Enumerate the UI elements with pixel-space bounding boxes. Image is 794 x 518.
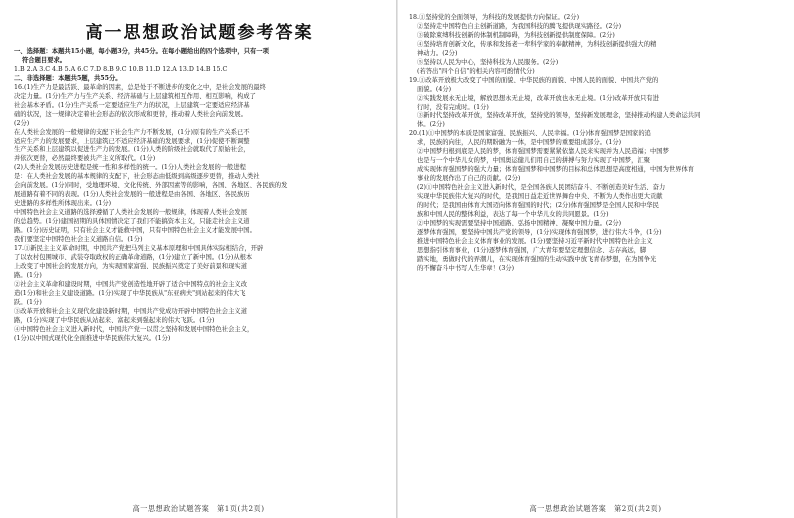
answer-text-line: 决定力量。(1分)生产力与生产关系、经济基础与上层建筑相互作用、相互影响，构成了 (14, 92, 256, 100)
answer-text-line: ②社会主义革命和建设时期，中国共产党创造性地开辟了适合中国特点的社会主义改 (14, 280, 247, 288)
right-page-footer: 高一思想政治试题答案 第2页(共2页) (529, 504, 662, 513)
answer-text-line: 体。(2分) (417, 121, 445, 129)
answer-text-line: 也是与一个中华儿女的梦，中国奥运健儿们用自己的拼搏与努力实现了中国梦，汇聚 (417, 157, 650, 165)
answer-text-line: 路。(1分) (14, 271, 42, 279)
answer-text-line: (若答出"四个自信"的相关内容可酌情代分) (417, 67, 535, 75)
answer-text-line: 路，(1分)实现了中华民族从站起来、富起来到强起来的伟大飞跃。(1分) (14, 316, 215, 324)
answer-text-line: 17.①新民主主义革命时期，中国共产党把马列主义基本原理和中国具体实际相结合，开辟 (14, 244, 264, 252)
answer-text-line: 符合题目要求。 (22, 56, 67, 64)
answer-text-line: 18.①坚持党的全面领导，为科技的发展提供方向保证。(2分) (409, 14, 580, 21)
answer-text-line: 中国特色社会主义道路的选择遵循了人类社会发展的一般规律，体现着人类社会发展 (14, 209, 247, 217)
answer-text-line: 行时，没有完成时。(1分) (417, 103, 489, 111)
answer-text-line: ③破除束缚科技创新的体制机制障碍，为科技创新提供制度保障。(2分) (417, 31, 615, 39)
answer-text-line: (2分) (14, 119, 30, 127)
answer-text-line: 成实现体育强国梦的强大力量；体育强国梦和中国梦的目标和总体思想是高度相通，中国为世界体育 (417, 166, 695, 174)
answer-text-line: 逐梦体育强国，要坚持中国共产党的领导，(1分)实现体育强国梦，进行伟大斗争，(1分) (417, 228, 662, 236)
answer-text-line: 面貌。(4分) (417, 85, 452, 93)
answer-text-line: 的不懈奋斗中书写人生华章！(3分) (417, 264, 515, 272)
answer-text-line: ⑤坚持以人民为中心，坚持科技为人民服务。(2分) (417, 58, 559, 66)
answer-text-line: 路。(1分)历史证明，只有社会主义才能救中国，只有中国特色社会主义才能发展中国。 (14, 227, 256, 235)
answer-text-line: 神动力。(2分) (417, 49, 458, 57)
answer-text-line: 20.(1)①中国梦的本质是国家富强、民族振兴、人民幸福。(1分)体育强国梦是国家的追 (409, 130, 651, 138)
answer-text-line: 生产关系和上层建筑以促进生产力的发展。(1分)人类的阶级社会就取代了原始社会， (14, 146, 250, 154)
answer-text-line: ③改革开放和社会主义现代化建设新时期，中国共产党成功开辟中国特色社会主义道 (14, 307, 247, 315)
right-page-body (409, 14, 780, 274)
right-page (397, 0, 794, 518)
answer-text-line: 一、选择题：本题共15小题，每小题3分，共45分。在每小题给出的四个选项中，只有一项 (14, 48, 269, 55)
left-page-body (14, 48, 385, 343)
answer-text-line: 会向前发展。(1分)同时，受地理环境、文化传统、外部因素等的影响，各国、各地区、各民族的发 (14, 182, 288, 190)
answer-text-line: 础的状况，这一规律决定着社会形态的依次形成和更替，推动着人类社会向前发展。 (14, 110, 247, 118)
answer-text-line: ④坚持培育创新文化，传承和发扬老一辈科学家的奉献精神，为科技创新提供强大的精 (417, 40, 657, 48)
answer-text-line: ④中国特色社会主义进入新时代，中国共产党一以贯之坚持和发展中国特色社会主义， (14, 325, 254, 333)
answer-text-line: 在人类社会发展的一般规律的支配下社会生产力不断发展，(1分)原有的生产关系已不 (14, 128, 250, 136)
answer-text-line: 推进中国特色社会主义体育事业的发展。(1分)要坚持习近平新时代中国特色社会主义 (417, 237, 653, 245)
answer-text-line: 是：在人类社会发展的基本规律的支配下，社会形态由低级到高级逐步更替，推动人类社 (14, 173, 260, 181)
answer-text-line: ②实践发展永无止境，解放思想永无止境，改革开放也永无止境。(1分)改革开放只有进 (417, 94, 659, 102)
answer-text-line: ②坚持走中国特色自主创新道路，为我国科技的腾飞提供现实路径。(2分) (417, 22, 622, 30)
answer-text-line: ②中国梦的实现需要坚持中国道路、弘扬中国精神、凝聚中国力量。(2分) (417, 219, 622, 227)
answer-text-line: 造(1分)和社会主义建设道路。(1分)实现了中华民族从"东亚病夫"到站起来的伟大飞 (14, 289, 246, 297)
answer-text-line: 了以农村包围城市、武装夺取政权的正确革命道路，(1分)建立了新中国。(1分)从根本 (14, 253, 253, 261)
answer-text-line: 的总趋势。(1分)建国初期的具体国情决定了我们不能搞资本主义，只能走社会主义道 (14, 218, 250, 226)
answer-text-line: (2)人类社会发展历史进程是统一性和多样性的统一。(1分)人类社会发展的一般进程 (14, 164, 246, 172)
answer-text-line: 族和中国人民的整体利益，表达了每一个中华儿女的共同愿景。(1分) (417, 210, 609, 218)
answer-text-line: 求，民族的向往，人民的期盼融为一体，是中国梦的重要组成部分。(1分) (417, 139, 622, 147)
answer-text-line: 并依次更替，必然最终要被共产主义所取代。(1分) (14, 155, 156, 163)
answer-text-line: 实现中华民族伟大复兴的时代，是我国日益走近世界舞台中央、不断为人类作出更大贡献 (417, 193, 663, 201)
answer-text-line: 跃。(1分) (14, 298, 42, 306)
answer-text-line: 适应生产力的发展要求，上层建筑已不适应经济基础的发展要求，(1分)促使不断调整 (14, 137, 250, 145)
answer-text-line: 史进路的多样性所体现出来。(1分) (14, 200, 112, 208)
answer-text-line: ③新时代坚持改革开放，坚持改革开放，坚持党的领导，坚持新发展理念，坚持推动构建人类命运共同 (417, 112, 701, 120)
answer-text-line: (1分)以中国式现代化全面推进中华民族伟大复兴。(1分) (14, 334, 171, 342)
answer-text-line: 展道路有着不同的表现。(1分)人类社会发展的一般进程是由各国、各地区、各民族历 (14, 191, 250, 199)
answer-text-line: ②中国梦归根到底是人民的梦，体育强国梦需要紧紧依靠人民来实现并为人民造福；中国梦 (417, 148, 669, 156)
answer-text-line: 二、非选择题：本题共5题，共55分。 (14, 74, 122, 82)
answer-text-line: 社会基本矛盾。(1分)生产关系一定要适应生产力的状况，上层建筑一定要适应经济基 (14, 101, 250, 109)
answer-text-line: 上改变了中国社会的发展方向，为实现国家富强、民族振兴奠定了美好前景和现实道 (14, 262, 247, 270)
answer-text-line: 1.B 2.A 3.C 4.B 5.A 6.C 7.D 8.B 9.C 10.B 11.D 12.A 13.D 14.B 15.C (14, 65, 228, 73)
answer-text-line: 19.①改革开放极大改变了中国的面貌、中华民族的面貌、中国人民的面貌、中国共产党的 (409, 76, 659, 84)
left-page-footer: 高一思想政治试题答案 第1页(共2页) (132, 504, 265, 513)
page-title: 高一思想政治试题参考答案 (85, 23, 314, 43)
answer-text-line: 事业的发展作出了自己的贡献。(2分) (417, 175, 521, 183)
answer-text-line: 16.(1)生产力是最活跃、最革命的因素，总是处于不断进步的变化之中，是社会发展的最终 (14, 83, 266, 91)
answer-text-line: 踏实地，勇做时代的弄潮儿，在实现体育强国的生动实践中放飞青春梦想，在为国争光 (417, 255, 657, 263)
answer-text-line: 思想指引体育事业，(1分)逐梦体育强国，广大青年要坚定理想信念、志存高远，脚 (417, 246, 647, 254)
answer-text-line: (2)①中国特色社会主义进入新时代，是全国各族人民团结奋斗、不断创造美好生活、奋力 (417, 184, 666, 192)
answer-text-line: 的时代；是我国由体育大国迈向体育强国的时代；(2分)体育强国梦是全国人民和中华民 (417, 202, 659, 210)
answer-text-line: 我们要坚定中国特色社会主义道路自信。(1分) (14, 236, 143, 244)
